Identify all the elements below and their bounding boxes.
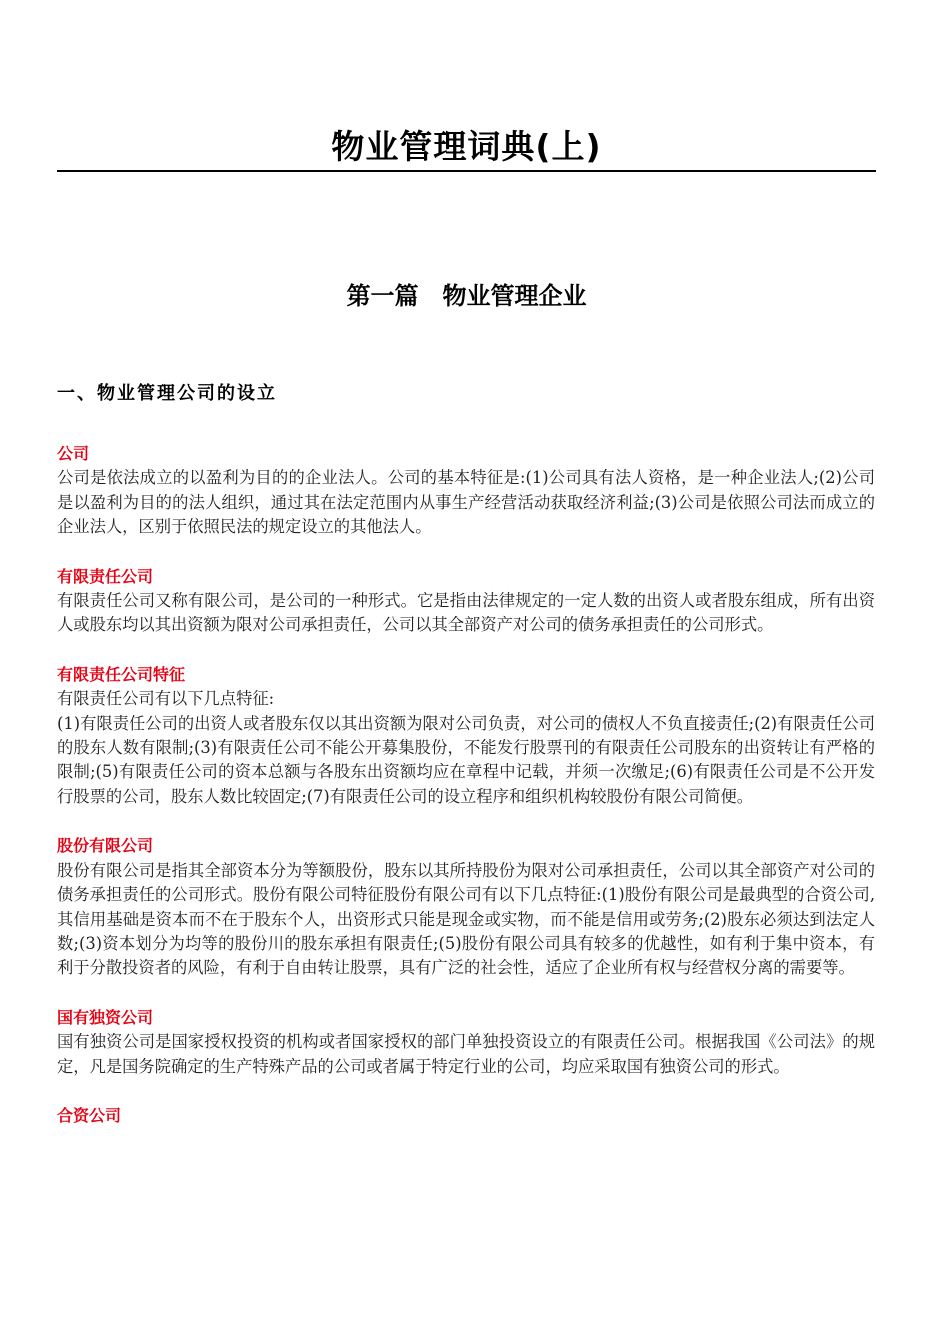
glossary-entries <box>57 442 875 1153</box>
glossary-entry <box>57 565 875 638</box>
entry-definition: 股份有限公司是指其全部资本分为等额股份，股东以其所持股份为限对公司承担责任，公司以其全部资产对公司的债务承担责任的公司形式。股份有限公司特征股份有限公司有以下几点特征:(1)股份有限公司是最典型的合资公司,其信用基础是资本而不在于股东个人，出资形式只能是现金或实物，而不能是信用或劳务;(2)股东必须达到法定人数;(3)资本划分为均等的股份川的股东承担有限责任;(5)股份有限公司具有较多的优越性，如有利于集中资本，有利于分散投资者的风险，有利于自由转让股票，具有广泛的社会性，适应了企业所有权与经营权分离的需要等。 <box>57 860 875 978</box>
glossary-entry <box>57 1006 875 1079</box>
entry-definition: 有限责任公司又称有限公司，是公司的一种形式。它是指由法律规定的一定人数的出资人或者股东组成，所有出资人或股东均以其出资额为限对公司承担责任，公司以其全部资产对公司的债务承担责任的公司形式。 <box>57 591 875 635</box>
entry-term: 国有独资公司 <box>57 1007 154 1027</box>
entry-term: 公司 <box>57 444 90 463</box>
entry-term: 有限责任公司特征 <box>57 664 186 684</box>
entry-term: 有限责任公司 <box>57 566 154 586</box>
section-title: 一、物业管理公司的设立 <box>57 383 277 404</box>
glossary-entry <box>57 1104 875 1128</box>
entry-definition: 公司是依法成立的以盈利为目的的企业法人。公司的基本特征是:(1)公司具有法人资格，是一种企业法人;(2)公司是以盈利为目的的法人组织，通过其在法定范围内从事生产经营活动获取经济利益;(3)公司是依照公司法而成立的企业法人，区别于依照民法的规定设立的其他法人。 <box>57 468 875 537</box>
entry-definition: (1)有限责任公司的出资人或者股东仅以其出资额为限对公司负责，对公司的债权人不负直接责任;(2)有限责任公司的股东人数有限制;(3)有限责任公司不能公开募集股份，不能发行股票刊的有限责任公司股东的出资转让有严格的限制;(5)有限责任公司的资本总额与各股东出资额均应在章程中记载，并须一次缴足;(6)有限责任公司是不公开发行股票的公司，股东人数比较固定;(7)有限责任公司的设立程序和组织机构较股份有限公司简便。 <box>57 713 875 806</box>
entry-definition: 有限责任公司有以下几点特征: <box>57 689 275 709</box>
part-title: 第一篇 物业管理企业 <box>346 282 587 310</box>
document-title: 物业管理词典(上) <box>331 127 602 166</box>
entry-term: 股份有限公司 <box>57 836 154 856</box>
entry-definition: 国有独资公司是国家授权投资的机构或者国家授权的部门单独投资设立的有限责任公司。根据我国《公司法》的规定，凡是国务院确定的生产特殊产品的公司或者属于特定行业的公司，均应采取国有独资公司的形式。 <box>57 1032 875 1076</box>
entry-term: 合资公司 <box>57 1105 122 1125</box>
title-underline <box>57 170 876 172</box>
glossary-entry <box>57 442 875 540</box>
glossary-entry <box>57 663 875 809</box>
glossary-entry <box>57 834 875 980</box>
